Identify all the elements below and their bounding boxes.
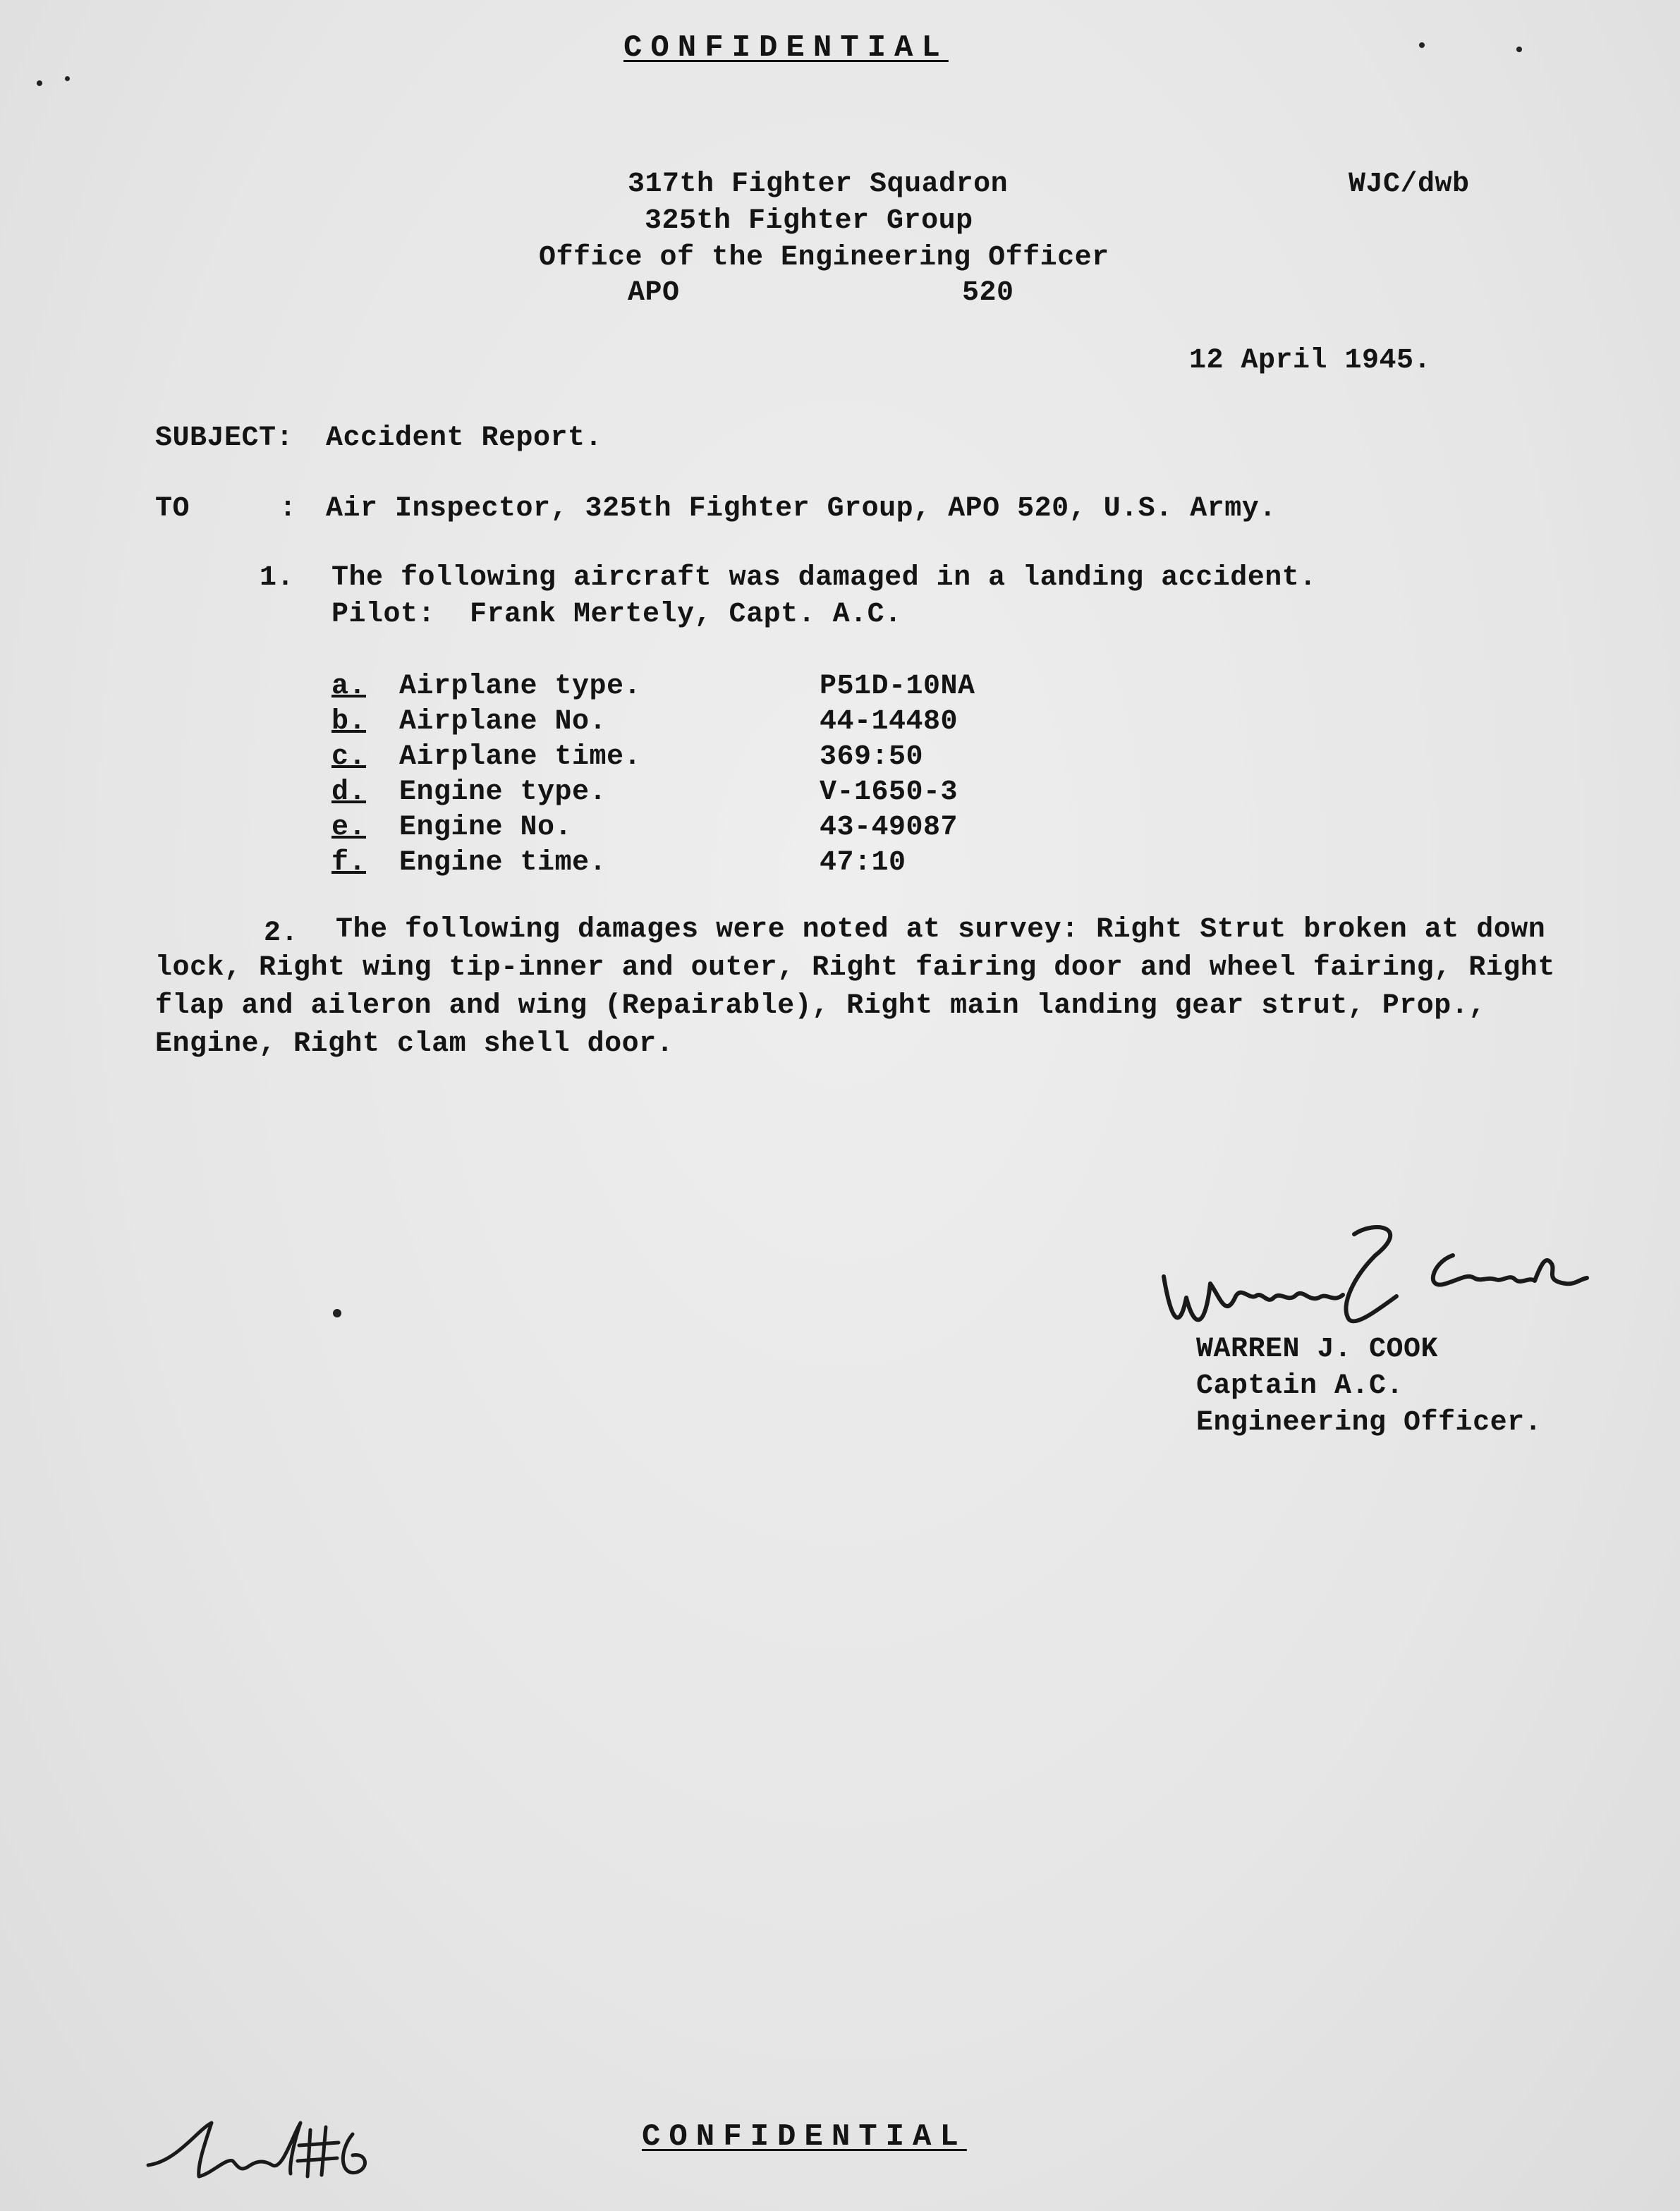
detail-label: Engine type.	[399, 776, 607, 808]
subject-value: Accident Report.	[326, 422, 603, 454]
para2-number: 2.	[264, 918, 299, 949]
detail-letter: d.	[331, 776, 367, 808]
para1-number: 1.	[260, 562, 295, 594]
signer-name: WARREN J. COOK	[1196, 1334, 1439, 1365]
detail-label: Airplane type.	[399, 671, 642, 702]
paper-speck	[1419, 42, 1425, 48]
pilot-value: Frank Mertely, Capt. A.C.	[470, 599, 902, 631]
header-apo-label: APO	[628, 277, 680, 309]
detail-letter: e.	[331, 812, 367, 843]
detail-letter: c.	[331, 741, 367, 773]
para2-text: The following damages were noted at survey: Right Strut broken at down lock, Right wing tip-inner and outer, Right fairing door and wheel fairing, Right flap and aileron and wing (Repairable), Right main landing gear strut, Prop., Engine, Right clam shell door.	[155, 914, 1555, 1060]
detail-value: P51D-10NA	[820, 671, 975, 702]
header-apo-number: 520	[962, 277, 1014, 309]
to-value: Air Inspector, 325th Fighter Group, APO 520, U.S. Army.	[326, 493, 1277, 525]
detail-value: V-1650-3	[820, 776, 958, 808]
subject-label: SUBJECT:	[155, 422, 294, 454]
header-squadron: 317th Fighter Squadron	[628, 169, 1009, 200]
handwritten-annotation	[134, 2109, 388, 2193]
pilot-label: Pilot:	[331, 599, 436, 631]
detail-label: Engine No.	[399, 812, 573, 843]
para1-text: The following aircraft was damaged in a landing accident.	[331, 562, 1317, 594]
detail-label: Airplane time.	[399, 741, 642, 773]
document-date: 12 April 1945.	[1189, 345, 1432, 377]
signer-title: Engineering Officer.	[1196, 1407, 1542, 1439]
detail-value: 369:50	[820, 741, 924, 773]
detail-value: 47:10	[820, 847, 906, 879]
detail-value: 43-49087	[820, 812, 958, 843]
paper-speck	[37, 80, 42, 86]
header-group: 325th Fighter Group	[645, 205, 973, 237]
paper-speck	[1516, 47, 1522, 52]
detail-letter: a.	[331, 671, 367, 702]
header-office: Office of the Engineering Officer	[539, 242, 1109, 274]
detail-label: Airplane No.	[399, 706, 607, 738]
to-label: TO	[155, 493, 190, 525]
detail-label: Engine time.	[399, 847, 607, 879]
detail-value: 44-14480	[820, 706, 958, 738]
detail-letter: f.	[331, 847, 367, 879]
signature-handwriting	[1143, 1213, 1594, 1354]
to-colon: :	[279, 493, 297, 525]
detail-letter: b.	[331, 706, 367, 738]
reference-initials: WJC/dwb	[1349, 169, 1470, 200]
classification-top: CONFIDENTIAL	[623, 30, 949, 66]
signer-rank: Captain A.C.	[1196, 1370, 1404, 1402]
paper-speck	[333, 1309, 341, 1317]
classification-bottom: CONFIDENTIAL	[642, 2119, 967, 2155]
paper-speck	[65, 76, 70, 81]
